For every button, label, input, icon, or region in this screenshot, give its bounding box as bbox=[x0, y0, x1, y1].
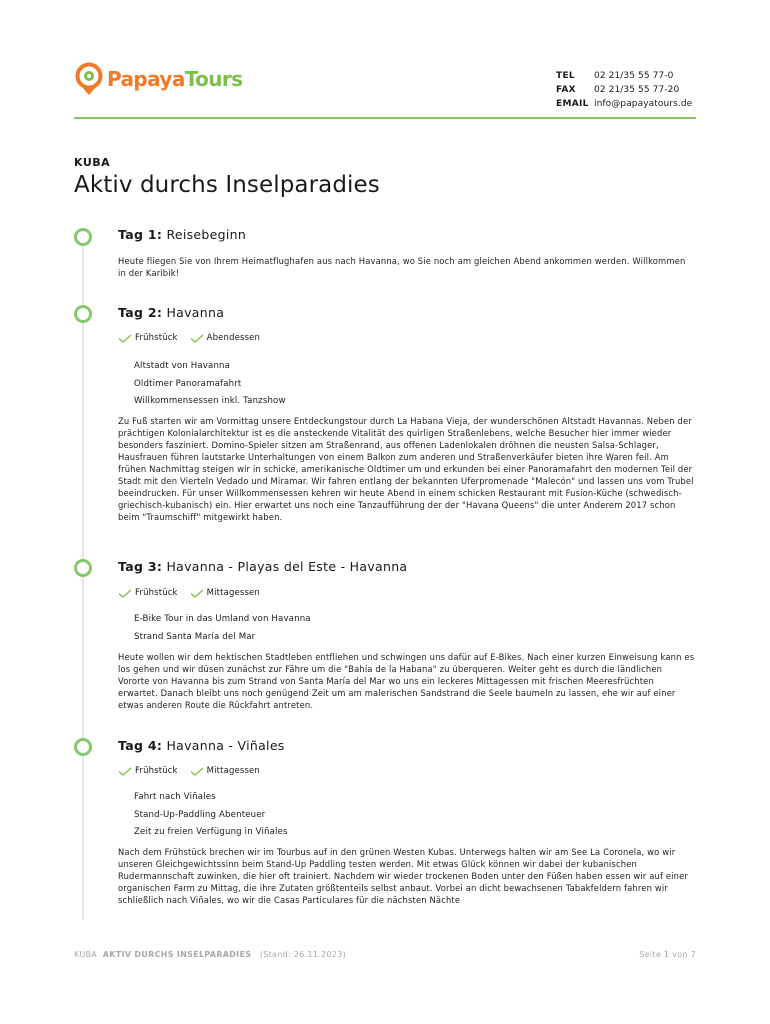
timeline-dot-day-2 bbox=[74, 305, 92, 323]
day-1-title: Tag 1: Reisebeginn bbox=[118, 227, 247, 242]
timeline-line bbox=[82, 236, 84, 920]
contact-email: EMAIL info@papayatours.de bbox=[556, 99, 693, 109]
logo-wordmark: PapayaTours bbox=[107, 67, 243, 91]
checkmark-icon bbox=[190, 334, 204, 343]
activity-item: Zeit zu freien Verfügung in Viñales bbox=[134, 827, 288, 837]
day-3-activities bbox=[134, 613, 311, 648]
country-label: KUBA bbox=[74, 156, 111, 169]
day-1-text: Heute fliegen Sie von Ihrem Heimatflughafen aus nach Havanna, wo Sie noch am gleichen Abend ankommen werden. Willkommen in der Karibik! bbox=[118, 256, 686, 278]
day-2-title: Tag 2: Havanna bbox=[118, 305, 225, 320]
activity-item: Altstadt von Havanna bbox=[134, 361, 231, 371]
day-2-text: Zu Fuß starten wir am Vormittag unsere Entdeckungstour durch La Habana Vieja, der wunderschönen Altstadt Havannas. Neben der prächtigen Kolonialarchitektur ist es die ansteckende Vitalität des quirligen Straßenlebens, welche Besucher hier immer wieder besonders fasziniert. Domino-Spieler sitzen am Straßenrand, aus offenen Ladenlokalen dröhnen die neusten Salsa-Schlager, Hausfrauen führen lautstarke Unterhaltungen von einem Balkon zum anderen und Straßenverkäufer bieten ihre Waren feil. Am frühen Nachmittag steigen wir in schicke, amerikanische Oldtimer um und erkunden bei einer Panoramafahrt den modernen Teil der Stadt mit den Vierteln Vedado und Miramar. Wir fahren entlang der bekannten Uferpromenade "Malecón" und lassen uns vom Trubel beeindrucken. Für unser Willkommensessen kehren wir heute Abend in einem schicken Restaurant mit Fusion-Küche (schwedisch-griechisch-kubanisch) ein. Hier erwartet uns noch eine Tanzaufführung der der "Havana Queens" die unter Anderem 2017 schon beim "Traumschiff" mitgewirkt haben. bbox=[118, 416, 694, 522]
checkmark-icon bbox=[190, 767, 204, 776]
checkmark-icon bbox=[118, 334, 132, 343]
meal-item: Mittagessen bbox=[190, 766, 260, 776]
meal-item: Mittagessen bbox=[190, 588, 260, 598]
papaya-tours-logo[interactable] bbox=[74, 62, 242, 96]
page-title: Aktiv durchs Inselparadies bbox=[74, 172, 380, 198]
day-4-meals bbox=[118, 766, 272, 776]
contact-block bbox=[556, 69, 692, 111]
activity-item: Oldtimer Panoramafahrt bbox=[134, 378, 242, 389]
timeline-dot-day-3 bbox=[74, 559, 92, 577]
day-3-text: Heute wollen wir dem hektischen Stadtleben entfliehen und schwingen uns dafür auf E-Bikes. Nach einer kurzen Einweisung kann es los gehen und wir düsen zunächst zur Fähre um die "Bahía de la Habana" zu überqueren. Weiter geht es durch die ländlichen Vororte von Havanna bis zum Strand von Santa María del Mar wo uns ein leckeres Mittagessen mit frischen Meeresfrüchten erwartet. Danach bleibt uns noch genügend Zeit um am malerischen Sandstrand die Seele baumeln zu lassen, ehe wir auf einer etwas anderen Route die Rückfahrt antreten. bbox=[118, 652, 695, 710]
contact-fax: FAX 02 21/35 55 77-20 bbox=[556, 85, 680, 95]
timeline-dot-day-1 bbox=[74, 228, 92, 246]
checkmark-icon bbox=[118, 589, 132, 598]
meal-item: Frühstück bbox=[118, 333, 178, 343]
day-4-title: Tag 4: Havanna - Viñales bbox=[118, 738, 285, 753]
day-4-text: Nach dem Frühstück brechen wir im Tourbus auf in den grünen Westen Kubas. Unterwegs halten wir am See La Coronela, wo wir unseren Gleichgewichtssinn beim Stand-Up Paddling testen werden. Mit etwas Glück können wir dabei der kubanischen Rudermannschaft zuwinken, die hier oft trainiert. Nachdem wir wieder trockenen Boden unter den Füßen haben essen wir auf einer organischen Farm zu Mittag, die ihre Zutaten größtenteils selbst anbaut. Vorbei an dicht bewachsenen Tabakfeldern fahren wir schließlich nach Viñales, wo wir die Casas Particulares für die nächsten Nächte bbox=[118, 847, 689, 905]
timeline-dot-day-4 bbox=[74, 738, 92, 756]
activity-item: Strand Santa María del Mar bbox=[134, 631, 256, 642]
day-2-activities bbox=[134, 360, 286, 413]
day-2-meals bbox=[118, 333, 272, 343]
activity-item: Fahrt nach Viñales bbox=[134, 792, 216, 802]
page-footer bbox=[74, 950, 696, 959]
day-3-title: Tag 3: Havanna - Playas del Este - Havanna bbox=[118, 559, 408, 574]
contact-tel: TEL 02 21/35 55 77-0 bbox=[556, 71, 674, 81]
meal-item: Frühstück bbox=[118, 766, 178, 776]
activity-item: E-Bike Tour in das Umland von Havanna bbox=[134, 614, 311, 624]
checkmark-icon bbox=[190, 589, 204, 598]
meal-item: Frühstück bbox=[118, 588, 178, 598]
header-divider bbox=[74, 117, 696, 119]
page-header bbox=[74, 60, 696, 118]
meal-item: Abendessen bbox=[190, 333, 260, 343]
papaya-pin-icon bbox=[74, 62, 104, 96]
footer-doc-info: KUBA AKTIV DURCHS INSELPARADIES (Stand: 26.11.2023) bbox=[74, 950, 347, 959]
page-number: Seite 1 von 7 bbox=[639, 950, 696, 959]
day-3-meals bbox=[118, 588, 272, 598]
activity-item: Stand-Up-Paddling Abenteuer bbox=[134, 809, 266, 820]
activity-item: Willkommensessen inkl. Tanzshow bbox=[134, 396, 286, 406]
day-4-activities bbox=[134, 791, 288, 844]
checkmark-icon bbox=[118, 767, 132, 776]
